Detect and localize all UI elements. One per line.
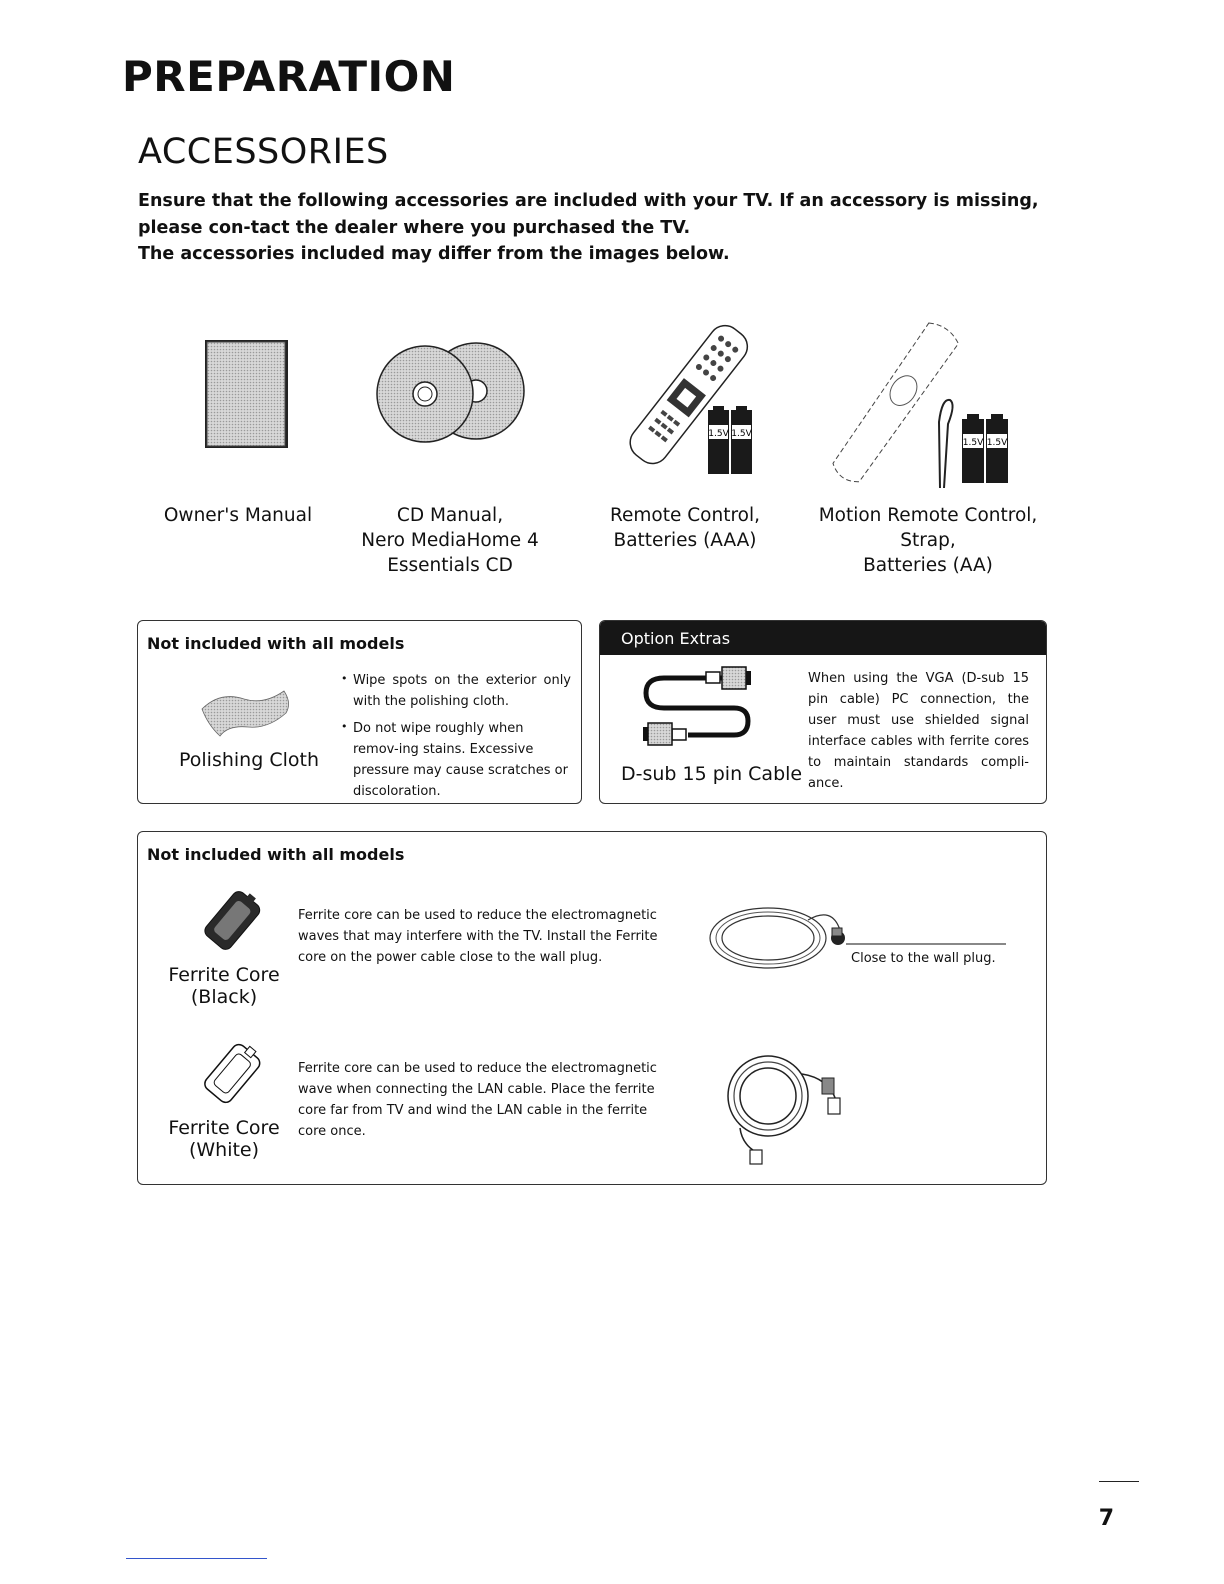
ferrite-core-black-text: Ferrite core can be used to reduce the electromagnetic waves that may interfere with the TV. Install the Ferrite core on the power cable close to the wall plug.: [298, 908, 658, 965]
svg-text:1.5V: 1.5V: [962, 438, 984, 448]
dsub-cable-label: D-sub 15 pin Cable: [621, 763, 803, 785]
ferrite-core-white-icon: [196, 1035, 266, 1110]
page-number: 7: [1098, 1506, 1114, 1531]
svg-text:1.5V: 1.5V: [731, 429, 752, 439]
polishing-cloth-icon: [198, 681, 293, 741]
battery-icon: [708, 406, 753, 474]
accessory-caption: Remote Control, Batteries (AAA): [609, 505, 760, 551]
polishing-cloth-label: Polishing Cloth: [179, 749, 319, 771]
box-title: Not included with all models: [147, 634, 405, 653]
polishing-cloth-box: [137, 620, 582, 804]
lan-cable-icon: [718, 1044, 868, 1169]
battery-icon: [962, 414, 1008, 483]
dsub-cable-icon: [638, 663, 773, 753]
svg-text:1.5V: 1.5V: [986, 438, 1008, 448]
page-title: PREPARATION: [122, 52, 456, 101]
box-title: Not included with all models: [147, 845, 405, 864]
option-extras-box: [599, 620, 1047, 804]
ferrite-core-box: [137, 831, 1047, 1185]
footer-rule: [126, 1558, 267, 1559]
section-title: ACCESSORIES: [138, 132, 389, 172]
accessory-caption: Motion Remote Control, Strap, Batteries (AA): [818, 505, 1038, 576]
accessory-caption: Owner's Manual: [163, 505, 313, 526]
motion-remote-icon: [822, 312, 1022, 492]
accessory-caption: CD Manual, Nero MediaHome 4 Essentials CD: [361, 505, 539, 576]
manual-icon: [195, 330, 305, 460]
note-item: • Do not wipe roughly when remov-ing stains. Excessive pressure may cause scratches or discoloration.: [339, 718, 571, 802]
page-number-rule: [1099, 1481, 1139, 1482]
polishing-cloth-notes: [339, 670, 571, 802]
wall-plug-callout: Close to the wall plug.: [851, 951, 996, 966]
option-extras-text: When using the VGA (D-sub 15 pin cable) PC connection, the user must use shielded signal interface cables with ferrite cores to maintain standards compli-ance.: [808, 671, 1029, 791]
note-item: • Wipe spots on the exterior only with the polishing cloth.: [339, 670, 571, 712]
cd-icon: [372, 335, 532, 455]
ferrite-core-white-text: Ferrite core can be used to reduce the electromagnetic wave when connecting the LAN cable. Place the ferrite core far from TV and wind the LAN cable in the ferrite core once.: [298, 1061, 657, 1139]
ferrite-core-black-label: Ferrite Core (Black): [168, 964, 280, 1008]
svg-text:1.5V: 1.5V: [708, 429, 729, 439]
box-title: Option Extras: [621, 629, 731, 648]
remote-control-icon: [612, 315, 762, 480]
intro-paragraph: Ensure that the following accessories are included with your TV. If an accessory is missing, please con-tact the dealer where you purchased the TV.: [138, 191, 1039, 238]
ferrite-core-white-label: Ferrite Core (White): [168, 1117, 280, 1161]
ferrite-core-black-icon: [196, 882, 266, 957]
intro-paragraph: The accessories included may differ from the images below.: [138, 244, 730, 264]
option-extras-header: [600, 621, 1046, 655]
intro-text: [138, 188, 1048, 268]
